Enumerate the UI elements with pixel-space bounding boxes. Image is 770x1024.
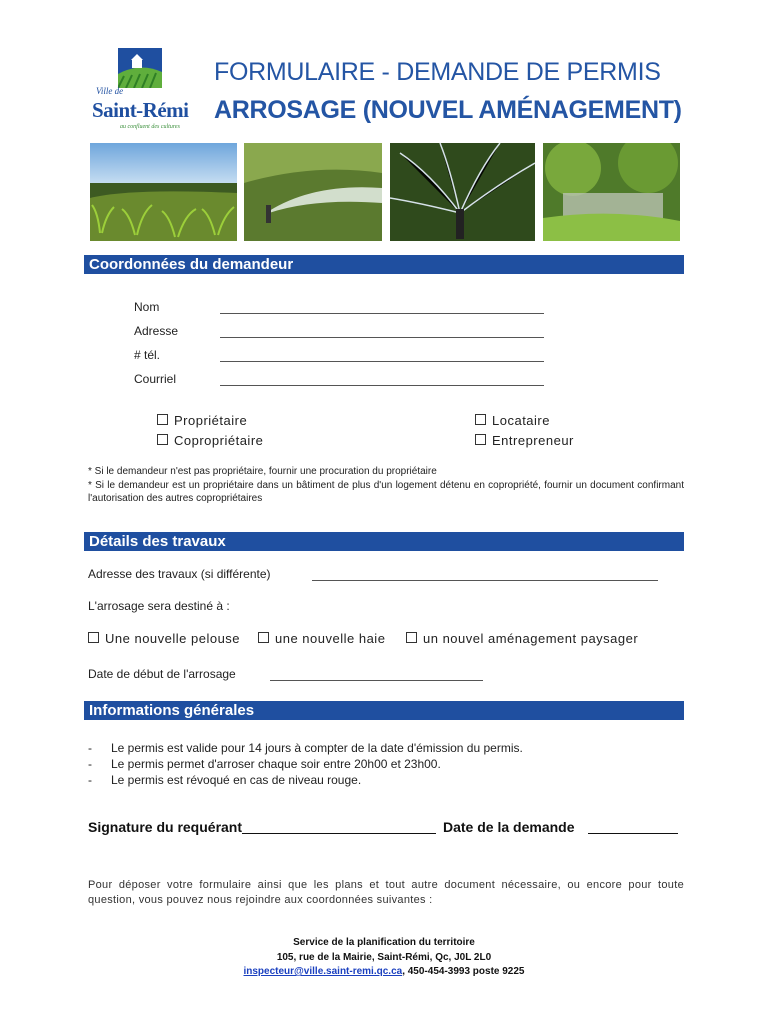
city-logo <box>90 48 198 136</box>
contact-email-link[interactable]: inspecteur@ville.saint-remi.qc.ca <box>243 966 403 977</box>
field-label-phone: # tél. <box>134 348 161 362</box>
checkbox-contractor[interactable]: Entrepreneur <box>475 433 574 448</box>
contact-phone: , 450-454-3993 poste 9225 <box>402 966 525 977</box>
contact-address: 105, rue de la Mairie, Saint-Rémi, Qc, J0L 2L0 <box>276 952 492 963</box>
start-date-label: Date de début de l'arrosage <box>88 667 236 681</box>
checkbox-new-lawn[interactable]: Une nouvelle pelouse <box>88 631 240 646</box>
photo-crop-field <box>90 143 237 241</box>
request-date-field[interactable] <box>588 833 678 834</box>
logo-emblem-icon <box>118 48 162 88</box>
name-field[interactable] <box>220 313 544 314</box>
info-item-validity: Le permis est valide pour 14 jours à compter de la date d'émission du permis. <box>111 741 523 755</box>
section-header-applicant: Coordonnées du demandeur <box>84 255 684 274</box>
checkbox-coowner[interactable]: Copropriétaire <box>157 433 263 448</box>
section-header-general: Informations générales <box>84 701 684 720</box>
logo-name: Saint-Rémi <box>92 98 189 122</box>
contact-service: Service de la planification du territoire <box>293 937 475 948</box>
contact-line <box>84 966 684 977</box>
logo-tagline: au confluent des cultures <box>120 124 180 130</box>
checkbox-icon <box>157 434 168 445</box>
works-address-field[interactable] <box>312 580 658 581</box>
checkbox-new-hedge[interactable]: une nouvelle haie <box>258 631 385 646</box>
info-item-hours: Le permis permet d'arroser chaque soir entre 20h00 et 23h00. <box>111 757 441 771</box>
photo-sprinkler-field <box>244 143 382 241</box>
checkbox-new-landscape[interactable]: un nouvel aménagement paysager <box>406 631 638 646</box>
checkbox-icon <box>406 632 417 643</box>
bullet-dash: - <box>88 773 92 787</box>
note-coownership: * Si le demandeur est un propriétaire dans un bâtiment de plus d'un logement détenu en copropriété, fournir un document confirmant l'autorisation des autres copropriétaires <box>88 480 684 504</box>
bullet-dash: - <box>88 741 92 755</box>
form-title: FORMULAIRE - DEMANDE DE PERMIS <box>214 58 661 86</box>
field-label-name: Nom <box>134 300 160 314</box>
start-date-field[interactable] <box>270 680 483 681</box>
checkbox-icon <box>258 632 269 643</box>
field-label-email: Courriel <box>134 372 177 386</box>
email-field[interactable] <box>220 385 544 386</box>
checkbox-tenant[interactable]: Locataire <box>475 413 550 428</box>
checkbox-owner[interactable]: Propriétaire <box>157 413 247 428</box>
checkbox-icon <box>475 434 486 445</box>
note-proxy: * Si le demandeur n'est pas propriétaire, fournir une procuration du propriétaire <box>88 466 437 477</box>
signature-field[interactable] <box>242 833 436 834</box>
signature-label: Signature du requérant <box>88 819 243 835</box>
form-subtitle: ARROSAGE (NOUVEL AMÉNAGEMENT) <box>214 96 682 124</box>
checkbox-icon <box>475 414 486 425</box>
address-field[interactable] <box>220 337 544 338</box>
request-date-label: Date de la demande <box>443 819 575 835</box>
footer-instructions: Pour déposer votre formulaire ainsi que les plans et tout autre document nécessaire, ou encore pour toute question, vous pouvez nous rejoindre aux coordonnées suivantes : <box>88 879 684 906</box>
info-item-revoked: Le permis est révoqué en cas de niveau rouge. <box>111 773 362 787</box>
checkbox-icon <box>88 632 99 643</box>
section-header-works: Détails des travaux <box>84 532 684 551</box>
destined-label: L'arrosage sera destiné à : <box>88 599 230 613</box>
phone-field[interactable] <box>220 361 544 362</box>
logo-ville-de: Ville de <box>96 86 124 96</box>
photo-garden <box>543 143 680 241</box>
photo-sprinkler-spray <box>390 143 535 241</box>
checkbox-icon <box>157 414 168 425</box>
works-address-label: Adresse des travaux (si différente) <box>88 567 271 581</box>
bullet-dash: - <box>88 757 92 771</box>
field-label-address: Adresse <box>134 324 179 338</box>
